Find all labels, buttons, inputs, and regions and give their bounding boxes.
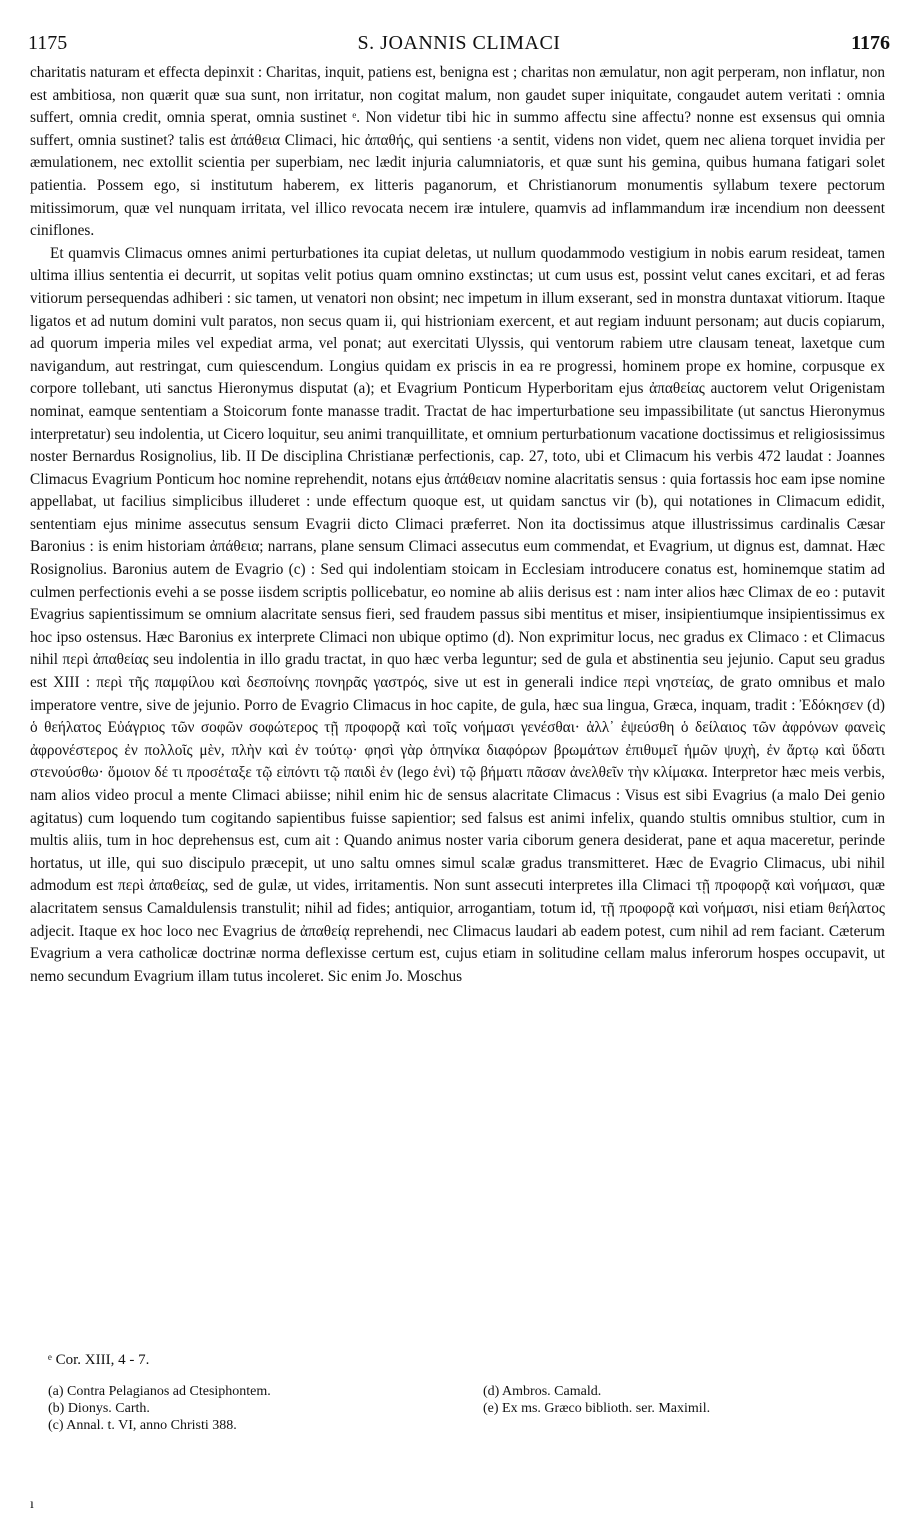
paragraph-2: Et quamvis Climacus omnes animi perturbationes ita cupiat deletas, ut nullum quodammodo vestigium in nobis earum resideat, tamen ultima illius sententia ei decurrit, ut sopitas velit potius quam omnino exstinctas; ut cum usus est, possint velut canes excitari, et ad feras vitiorum persequendas adhiberi : sic tamen, ut venatori non obsint; nec impetum in illum exserant, sed in monstra duntaxat vitiorum. Itaque ligatos et ad nutum domini vult paratos, non secus quam ii, qui histrioniam exercent, et aut regiam induunt personam; aut ducis copiarum, ad quorum imperia miles vel expediat arma, vel ponat; aut exercitati Ulyssis, qui ventorum rabiem utre clausam teneat, laxetque cum navigandum, aut restringat, cum quiescendum. Longius quidam ex priscis in ea re progressi, hominem prope ex homine, corpusque ex corpore tollebant, uti sanctus Hieronymus disputat (a); et Evagrium Ponticum Hyperboritam ejus ἀπαθείας auctorem velut Origenistam nominat, eamque sententiam a Stoicorum fonte manasse tradit. Tractat de hac imperturbatione seu impassibilitate (ut sanctus Hieronymus interpretatur) seu indolentia, ut Cicero loquitur, seu animi tranquillitate, et omnium perturbationum vacatione doctissimus et religiosissimus noster Bernardus Rosignolius, lib. II De disciplina Christianæ perfectionis, cap. 27, toto, ubi et Climacum his verbis 472 laudat : Joannes Climacus Evagrium Ponticum hoc nomine reprehendit, notans ejus ἀπάθειαν nomine alacritatis sensus : quia fortassis hoc eam ipse nomine appellabat, ut facilius simplicibus illuderet : unde effectum quoque est, ut quidam sanctus vir (b), qui notationes in Climacum edidit, sententiam ejus minime assecutus sensum Evagrii dicto Climaci præferret. Non ita doctissimus atque illustrissimus cardinalis Cæsar Baronius : is enim historiam ἀπάθεια; narrans, plane sensum Climaci assecutus eum commendat, et Evagrium, ut dignus est, damnat. Hæc Rosignolius. Baronius autem de Evagrio (c) : Sed qui indolentiam stoicam in Ecclesiam introducere conatus est, hominemque statim ad culmen perfectionis evehi a se posse iisdem scriptis pollicebatur, eo nomine ab aliis derisus est : nam inter alios hæc Climax de eo : putavit Evagrius sapientissimum se omnium alacritate sensus fieri, sed fraudem passus sibi mentitus et miser, insipientiumque insipientissimus ex hoc ipso ostensus. Hæc Baronius ex interprete Climaci non ubique optimo (d). Non exprimitur locus, nec gradus ex Climaco : et Climacus nihil περὶ ἀπαθείας seu indolentia in illo gradu tractat, in quo hæc verba leguntur; sed de gula et abstinentia seu jejunio. Caput seu gradus est XIII : περὶ τῆς παμφίλου καὶ δεσποίνης πονηρᾶς γαστρός, sive ut est in generali indice περὶ νηστείας, de grato omnibus et malo imperatore ventre, sive de jejunio. Porro de Evagrio Climacus in hoc capite, de gula, hæc sua lingua, Græca, inquam, tradit : Ἐδόκησεν (d) ὁ θεήλατος Εὐάγριος τῶν σοφῶν σοφώτερος τῇ προφορᾷ καὶ τοῖς νοήμασι γενέσθαι· ἀλλ᾽ ἐψεύσθη ὁ δείλαιος τῶν ἀφρόνων φανεὶς ἀφρονέστερος ἐν πολλοῖς μὲν, πλὴν καὶ ἐν τούτῳ· φησὶ γὰρ ὁπηνίκα διαφόρων βρωμάτων ἐπιθυμεῖ ἡμῶν ψυχὴ, ἐν ἄρτῳ καὶ ὕδατι στενούσθω· ὅμοιον δέ τι προσέταξε τῷ εἰπόντι τῷ παιδὶ ἐν (lego ἑνὶ) τῷ βήματι πᾶσαν ἀνελθεῖν τὴν κλίμακα. Interpretor hæc meis verbis, nam alios video procul a mente Climaci abiisse; nihil enim hic de sensus alacritate Climacus : Visus est sibi Evagrius (a malo Dei genio agitatus) cum loquendo tum cogitando sapientibus fuisse sapientior; sed falsus est animi infelix, quando stultis omnibus stultior, cum in multis aliis, tum in hoc deprehensus est, cum ait : Quando animus noster varia ciborum genera desiderat, pane et aqua maceretur, perinde hortatus, ut ille, qui suo discipulo præcepit, ut uno saltu omnes simul scalæ gradus transmitteret. Hæc de Evagrio Climacus, ubi nihil admodum est περὶ ἀπαθείας, sed de gulæ, ut vides, irritamentis. Non sunt assecuti interpretes illa Climaci τῇ προφορᾷ καὶ νοήμασι, quæ alacritatem sensus Camaldulensis transtulit; nihil ad fides; antiquior, arrogantiam, totum id, τῇ προφορᾷ καὶ νοήμασι, nisi etiam θεήλατος adjecit. Itaque ex hoc loco nec Evagrius de ἀπαθείᾳ reprehendi, nec Climacus laudari ab eadem potest, cum nihil ad rem faciant. Cæterum Evagrium a vera catholicæ doctrinæ norma deflexisse certum est, cujus etiam in solitudine cellam malus inferorum hospes occupavit, ut nemo secundum Evagrium illam tutus incoleret. Sic enim Jo. Moschus bbox=[30, 244, 885, 985]
footnote-column-left bbox=[48, 1383, 483, 1434]
page-title: S. JOANNIS CLIMACI bbox=[357, 32, 561, 54]
bottom-mark: ı bbox=[30, 1497, 34, 1512]
footnote-c: (c) Annal. t. VI, anno Christi 388. bbox=[48, 1418, 237, 1433]
footnote-columns bbox=[48, 1383, 878, 1434]
paragraph-1: charitatis naturam et effecta depinxit : Charitas, inquit, patiens est, benigna est ; charitas non æmulatur, non agit perperam, non inflatur, non est ambitiosa, non quærit quæ sua sunt, non irritatur, non cogitat malum, non gaudet super iniquitate, congaudet autem veritati : omnia suffert, omnia credit, omnia sperat, omnia sustinet ᵉ. Non videtur tibi hic in summo affectu sine affectu? nonne est exsensus qui omnia suffert, omnia sustinet? talis est ἀπάθεια Climaci, hic ἀπαθής, qui sentiens ·a sentit, videns non videt, quem nec aliena torquet invidia per æmulationem, nec extollit scientia per superbiam, nec lædit injuria calumniatoris, et quæ sunt his gemina, quibus humana fatigari solet patientia. Possem ego, si institutum haberem, ex litteris paganorum, et Christianorum monumentis syllabum texere pectorum mitissimorum, quæ vel nunquam irritata, vel illico revocata necem iræ intulere, quamvis ad inflammandum iræ incendium non deessent ciniflones. bbox=[30, 64, 885, 240]
main-text bbox=[30, 62, 885, 988]
footnotes bbox=[48, 1352, 878, 1434]
footnote-column-right bbox=[483, 1383, 878, 1434]
running-header bbox=[28, 32, 890, 62]
page-number-right: 1176 bbox=[851, 32, 890, 54]
footnote-a: (a) Contra Pelagianos ad Ctesiphontem. bbox=[48, 1384, 271, 1399]
footnote-b: (b) Dionys. Carth. bbox=[48, 1401, 150, 1416]
page-number-left: 1175 bbox=[28, 32, 68, 54]
footnote-e: ᵉ Cor. XIII, 4 - 7. bbox=[48, 1352, 150, 1368]
footnote-e2: (e) Ex ms. Græco biblioth. ser. Maximil. bbox=[483, 1401, 711, 1416]
footnote-d: (d) Ambros. Camald. bbox=[483, 1384, 602, 1399]
